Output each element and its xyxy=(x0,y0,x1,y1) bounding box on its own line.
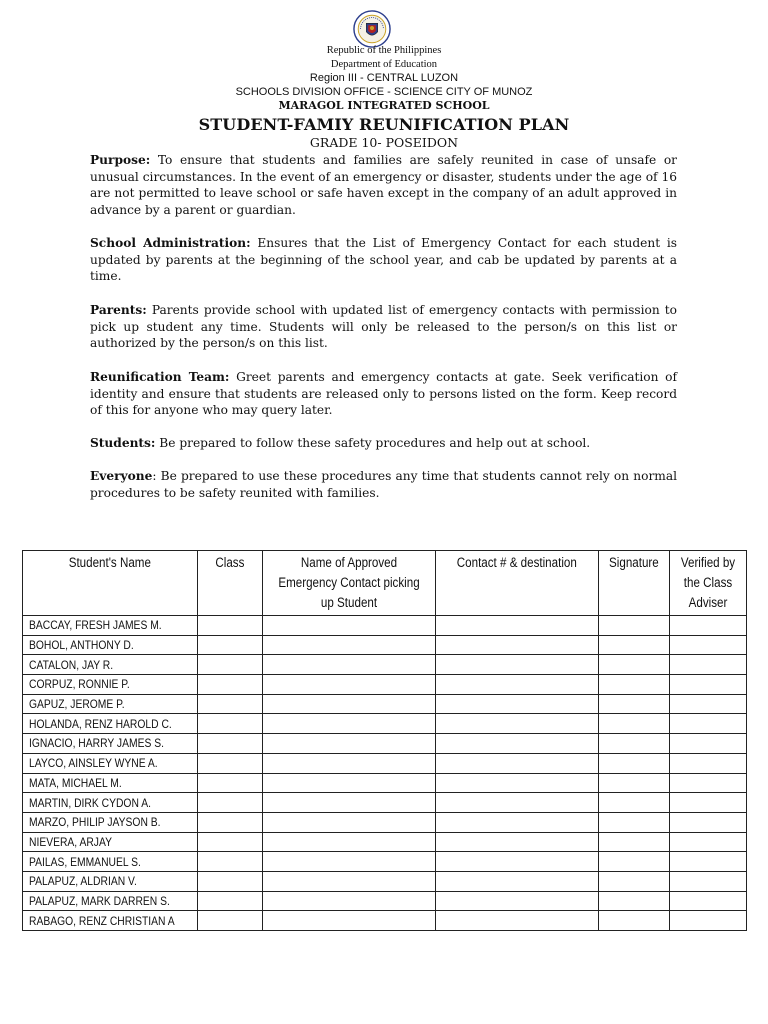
header-emergency-contact: Name of Approved Emergency Contact picking up Student xyxy=(263,551,436,616)
header-department: Department of Education xyxy=(330,59,438,70)
emergency-contact-cell[interactable] xyxy=(263,694,436,714)
contact-destination-cell[interactable] xyxy=(436,793,599,813)
contact-destination-cell[interactable] xyxy=(436,911,599,931)
table-row xyxy=(23,773,747,793)
signature-cell[interactable] xyxy=(599,675,670,695)
student-name-cell: LAYCO, AINSLEY WYNE A. xyxy=(23,753,198,773)
signature-cell[interactable] xyxy=(599,871,670,891)
students-label: Students: xyxy=(90,436,156,450)
school-admin-text: Ensures that the List of Emergency Contact for each student is updated by parents at the beginning of the school year, and cab be updated by parents at a time. xyxy=(90,236,678,284)
signature-cell[interactable] xyxy=(599,793,670,813)
contact-destination-cell[interactable] xyxy=(436,753,599,773)
class-cell[interactable] xyxy=(198,616,263,636)
class-cell[interactable] xyxy=(198,911,263,931)
verified-cell[interactable] xyxy=(670,734,747,754)
grade-section: GRADE 10- POSEIDON xyxy=(309,135,459,150)
emergency-contact-cell[interactable] xyxy=(263,832,436,852)
signature-cell[interactable] xyxy=(599,694,670,714)
table-row xyxy=(23,793,747,813)
emergency-contact-cell[interactable] xyxy=(263,616,436,636)
verified-cell[interactable] xyxy=(670,852,747,872)
emergency-contact-cell[interactable] xyxy=(263,655,436,675)
emergency-contact-cell[interactable] xyxy=(263,734,436,754)
student-name-cell: CORPUZ, RONNIE P. xyxy=(23,675,198,695)
emergency-contact-cell[interactable] xyxy=(263,812,436,832)
table-row xyxy=(23,891,747,911)
contact-destination-cell[interactable] xyxy=(436,635,599,655)
verified-cell[interactable] xyxy=(670,832,747,852)
signature-cell[interactable] xyxy=(599,911,670,931)
document-title: STUDENT-FAMIY REUNIFICATION PLAN xyxy=(198,115,570,134)
students-text: Be prepared to follow these safety procedures and help out at school. xyxy=(155,436,591,450)
table-row xyxy=(23,714,747,734)
signature-cell[interactable] xyxy=(599,753,670,773)
parents-paragraph xyxy=(90,302,677,352)
contact-destination-cell[interactable] xyxy=(436,714,599,734)
emergency-contact-cell[interactable] xyxy=(263,714,436,734)
class-cell[interactable] xyxy=(198,655,263,675)
verified-cell[interactable] xyxy=(670,694,747,714)
class-cell[interactable] xyxy=(198,635,263,655)
emergency-contact-cell[interactable] xyxy=(263,773,436,793)
purpose-text: To ensure that students and families are safely reunited in case of unsafe or unusual circumstances. In the event of an emergency or disaster, students under the age of 16 are not permitted to leave school or safe haven except in the company of an adult approved in advance by a parent or guardian. xyxy=(90,153,677,218)
students-paragraph xyxy=(90,435,677,452)
signature-cell[interactable] xyxy=(599,812,670,832)
table-row xyxy=(23,753,747,773)
signature-cell[interactable] xyxy=(599,852,670,872)
table-row xyxy=(23,616,747,636)
deped-seal-logo xyxy=(353,10,391,48)
emergency-contact-cell[interactable] xyxy=(263,675,436,695)
contact-destination-cell[interactable] xyxy=(436,773,599,793)
reunification-team-label: Reunification Team: xyxy=(90,370,230,384)
reunification-team-text: Greet parents and emergency contacts at gate. Seek verification of identity and ensure that students are released only to persons listed on the form. Keep record of this for anyone who may query later. xyxy=(90,370,677,418)
verified-cell[interactable] xyxy=(670,911,747,931)
table-row xyxy=(23,694,747,714)
verified-cell[interactable] xyxy=(670,793,747,813)
emergency-contact-cell[interactable] xyxy=(263,793,436,813)
emergency-contact-cell[interactable] xyxy=(263,753,436,773)
contact-destination-cell[interactable] xyxy=(436,675,599,695)
verified-cell[interactable] xyxy=(670,753,747,773)
header-students-name: Student's Name xyxy=(23,551,198,616)
purpose-paragraph xyxy=(90,152,677,219)
verified-cell[interactable] xyxy=(670,635,747,655)
table-header-row xyxy=(23,551,747,616)
header-division: SCHOOLS DIVISION OFFICE - SCIENCE CITY OF MUNOZ xyxy=(235,86,533,98)
student-name-cell: CATALON, JAY R. xyxy=(23,655,198,675)
student-name-cell: PALAPUZ, MARK DARREN S. xyxy=(23,891,198,911)
class-cell[interactable] xyxy=(198,773,263,793)
table-row xyxy=(23,734,747,754)
header-signature: Signature xyxy=(599,551,670,616)
contact-destination-cell[interactable] xyxy=(436,832,599,852)
verified-cell[interactable] xyxy=(670,675,747,695)
contact-destination-cell[interactable] xyxy=(436,734,599,754)
header-verified-by-adviser: Verified by the Class Adviser xyxy=(670,551,747,616)
parents-text: Parents provide school with updated list of emergency contacts with permission to pick up student any time. Students will only be released to the person/s on this list or authorized by the person/s on this list. xyxy=(90,303,677,351)
contact-destination-cell[interactable] xyxy=(436,694,599,714)
class-cell[interactable] xyxy=(198,753,263,773)
class-cell[interactable] xyxy=(198,675,263,695)
student-name-cell: MARZO, PHILIP JAYSON B. xyxy=(23,812,198,832)
table-row xyxy=(23,635,747,655)
emergency-contact-cell[interactable] xyxy=(263,871,436,891)
student-name-cell: MARTIN, DIRK CYDON A. xyxy=(23,793,198,813)
reunification-team-paragraph xyxy=(90,369,677,419)
contact-destination-cell[interactable] xyxy=(436,812,599,832)
emergency-contact-cell[interactable] xyxy=(263,635,436,655)
verified-cell[interactable] xyxy=(670,714,747,734)
verified-cell[interactable] xyxy=(670,891,747,911)
student-name-cell: GAPUZ, JEROME P. xyxy=(23,694,198,714)
header-school: MARAGOL INTEGRATED SCHOOL xyxy=(278,99,490,112)
parents-label: Parents: xyxy=(90,303,147,317)
table-body xyxy=(23,616,747,931)
header-contact-destination: Contact # & destination xyxy=(436,551,599,616)
contact-destination-cell[interactable] xyxy=(436,891,599,911)
class-cell[interactable] xyxy=(198,694,263,714)
emergency-contact-cell[interactable] xyxy=(263,852,436,872)
student-name-cell: HOLANDA, RENZ HAROLD C. xyxy=(23,714,198,734)
table-row xyxy=(23,832,747,852)
header-class: Class xyxy=(198,551,263,616)
everyone-paragraph xyxy=(90,468,677,501)
class-cell[interactable] xyxy=(198,714,263,734)
class-cell[interactable] xyxy=(198,871,263,891)
class-cell[interactable] xyxy=(198,793,263,813)
class-cell[interactable] xyxy=(198,734,263,754)
class-cell[interactable] xyxy=(198,832,263,852)
signature-cell[interactable] xyxy=(599,635,670,655)
student-name-cell: MATA, MICHAEL M. xyxy=(23,773,198,793)
contact-destination-cell[interactable] xyxy=(436,852,599,872)
verified-cell[interactable] xyxy=(670,616,747,636)
signature-cell[interactable] xyxy=(599,891,670,911)
contact-destination-cell[interactable] xyxy=(436,871,599,891)
everyone-label: Everyone xyxy=(90,469,153,483)
school-admin-paragraph xyxy=(90,235,677,285)
class-cell[interactable] xyxy=(198,812,263,832)
school-admin-label: School Administration: xyxy=(90,236,251,250)
class-cell[interactable] xyxy=(198,852,263,872)
student-name-cell: RABAGO, RENZ CHRISTIAN A xyxy=(23,911,198,931)
table-row xyxy=(23,871,747,891)
verified-cell[interactable] xyxy=(670,812,747,832)
class-cell[interactable] xyxy=(198,891,263,911)
table-row xyxy=(23,812,747,832)
everyone-text: : Be prepared to use these procedures any time that students cannot rely on normal procedures to be safety reunited with families. xyxy=(90,469,677,500)
signature-cell[interactable] xyxy=(599,655,670,675)
table-row xyxy=(23,852,747,872)
signature-cell[interactable] xyxy=(599,616,670,636)
verified-cell[interactable] xyxy=(670,655,747,675)
student-name-cell: PAILAS, EMMANUEL S. xyxy=(23,852,198,872)
emergency-contact-cell[interactable] xyxy=(263,911,436,931)
signature-cell[interactable] xyxy=(599,734,670,754)
signature-cell[interactable] xyxy=(599,773,670,793)
purpose-label: Purpose: xyxy=(90,153,151,167)
verified-cell[interactable] xyxy=(670,871,747,891)
reunification-table xyxy=(22,550,747,931)
student-name-cell: PALAPUZ, ALDRIAN V. xyxy=(23,871,198,891)
signature-cell[interactable] xyxy=(599,832,670,852)
header-republic: Republic of the Philippines xyxy=(326,45,442,56)
verified-cell[interactable] xyxy=(670,773,747,793)
student-name-cell: NIEVERA, ARJAY xyxy=(23,832,198,852)
table-row xyxy=(23,675,747,695)
emergency-contact-cell[interactable] xyxy=(263,891,436,911)
student-name-cell: BACCAY, FRESH JAMES M. xyxy=(23,616,198,636)
signature-cell[interactable] xyxy=(599,714,670,734)
student-name-cell: BOHOL, ANTHONY D. xyxy=(23,635,198,655)
contact-destination-cell[interactable] xyxy=(436,655,599,675)
header-region: Region III - CENTRAL LUZON xyxy=(309,72,459,84)
table-row xyxy=(23,911,747,931)
table-row xyxy=(23,655,747,675)
student-name-cell: IGNACIO, HARRY JAMES S. xyxy=(23,734,198,754)
contact-destination-cell[interactable] xyxy=(436,616,599,636)
